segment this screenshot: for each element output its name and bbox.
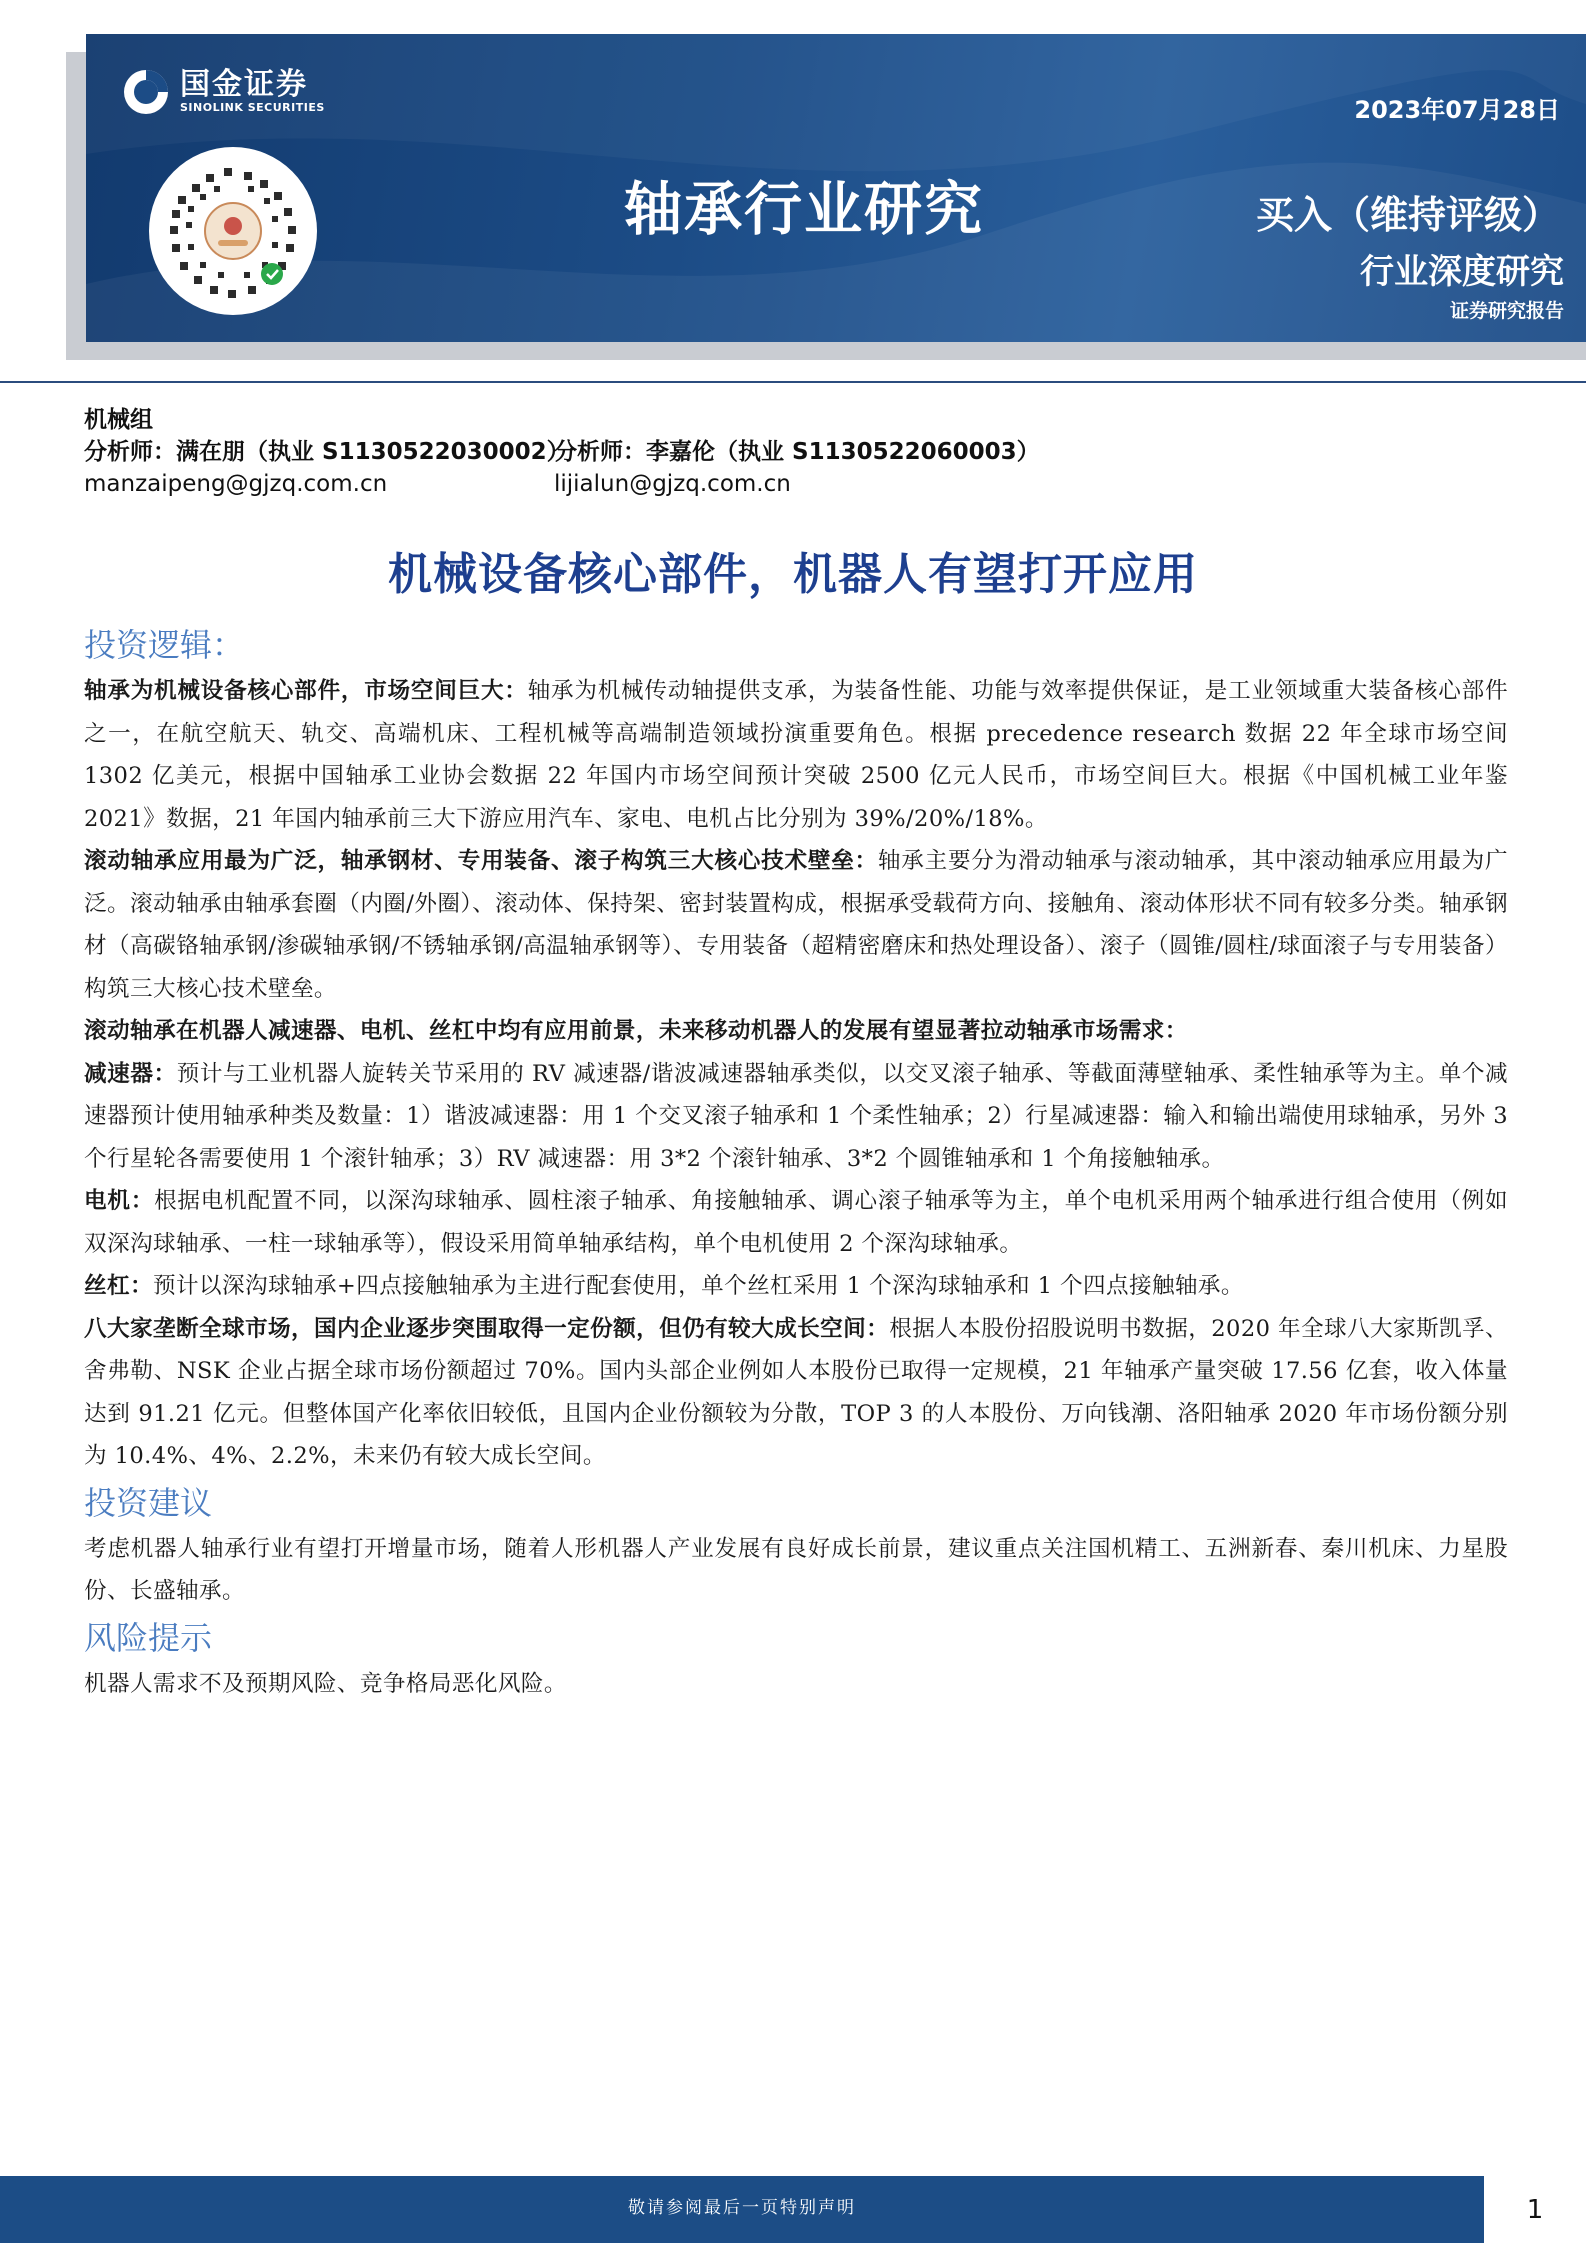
section-heading-advice: 投资建议: [84, 1483, 213, 1522]
paragraph-lead: 电机：: [84, 1188, 155, 1214]
report-body: [84, 620, 1508, 1705]
paragraph-text: 根据人本股份招股说明书数据，2020 年全球八大家斯凯孚、舍弗勒、NSK 企业占据全球市场份额超过 70%。国内头部企业例如人本股份已取得一定规模，21 年轴承产量突破 17.56 亿套，收入体量达到 91.21 亿元。但整体国产化率依旧较低，且国内企业份额较为分散，TOP 3 的人本股份、万向钱潮、洛阳轴承 2020 年市场份额分别为 10.4%、4%、2.2%，未来仍有较大成长空间。: [84, 1315, 1509, 1469]
paragraph-lead: 丝杠：: [84, 1273, 153, 1299]
paragraph-text: 轴承为机械传动轴提供支承，为装备性能、功能与效率提供保证，是工业领域重大装备核心部件之一，在航空航天、轨交、高端机床、工程机械等高端制造领域扮演重要角色。根据 precedence research 数据 22 年全球市场空间 1302 亿美元，根据中国轴承工业协会数据 22 年国内市场空间预计突破 2500 亿元人民币，市场空间巨大。根据《中国机械工业年鉴 2021》数据，21 年国内轴承前三大下游应用汽车、家电、电机占比分别为 39%/20%/18%。: [84, 678, 1508, 832]
section-heading-risk: 风险提示: [84, 1618, 213, 1657]
logo-text-en: SINOLINK SECURITIES: [180, 101, 325, 114]
analyst-row: [84, 436, 1040, 468]
report-label: 证券研究报告: [1449, 300, 1564, 322]
logo-text-cn: 国金证券: [180, 67, 308, 102]
logo-mark-icon: [122, 68, 170, 116]
section-heading-logic: 投资逻辑：: [84, 626, 245, 664]
rating: 买入（维持评级）: [1255, 193, 1560, 237]
paragraph: [84, 1180, 1508, 1265]
company-logo: [122, 68, 325, 116]
header-divider: [0, 381, 1586, 383]
paragraph-lead: 八大家垄断全球市场，国内企业逐步突围取得一定份额，但仍有较大成长空间：: [84, 1315, 890, 1342]
analyst-block: [84, 404, 1040, 500]
analyst-1-name: 分析师：满在朋（执业 S1130522030002）: [84, 439, 570, 465]
email-row: [84, 468, 1040, 500]
paragraph-lead: 滚动轴承在机器人减速器、电机、丝杠中均有应用前景，未来移动机器人的发展有望显著拉动轴承市场需求：: [84, 1018, 1188, 1044]
paragraph-lead: 轴承为机械设备核心部件，市场空间巨大：: [84, 678, 528, 704]
footer-notice: 敬请参阅最后一页特别声明: [628, 2198, 856, 2218]
analyst-2-email[interactable]: lijialun@gjzq.com.cn: [554, 471, 791, 497]
paragraph: [84, 670, 1508, 840]
paragraph: [84, 1010, 1508, 1053]
paragraph: [84, 840, 1508, 1010]
paragraph-text: 根据电机配置不同，以深沟球轴承、圆柱滚子轴承、角接触轴承、调心滚子轴承等为主，单个电机采用两个轴承进行组合使用（例如双深沟球轴承、一柱一球轴承等），假设采用简单轴承结构，单个电机使用 2 个深沟球轴承。: [84, 1188, 1509, 1257]
analyst-1-email[interactable]: manzaipeng@gjzq.com.cn: [84, 471, 388, 497]
paragraph: [84, 1265, 1508, 1308]
paragraph-lead: 减速器：: [84, 1060, 177, 1087]
paragraph: [84, 1053, 1508, 1181]
paragraph-text: 预计以深沟球轴承+四点接触轴承为主进行配套使用，单个丝杠采用 1 个深沟球轴承和 1 个四点接触轴承。: [152, 1273, 1244, 1299]
header-banner: [86, 34, 1586, 342]
paragraph-text: 轴承主要分为滑动轴承与滚动轴承，其中滚动轴承应用最为广泛。滚动轴承由轴承套圈（内圈/外圈）、滚动体、保持架、密封装置构成，根据承受载荷方向、接触角、滚动体形状不同有较多分类。轴承钢材（高碳铬轴承钢/渗碳轴承钢/不锈轴承钢/高温轴承钢等）、专用装备（超精密磨床和热处理设备）、滚子（圆锥/圆柱/球面滚子与专用装备）构筑三大核心技术壁垒。: [84, 848, 1508, 1002]
report-date: 2023年07月28日: [1354, 96, 1560, 124]
group-name: 机械组: [84, 407, 153, 433]
qr-code-icon: [148, 146, 318, 316]
document-title: 机械设备核心部件，机器人有望打开应用: [388, 549, 1198, 600]
report-type: 行业深度研究: [1360, 252, 1564, 292]
paragraph-advice: 考虑机器人轴承行业有望打开增量市场，随着人形机器人产业发展有良好成长前景，建议重点关注国机精工、五洲新春、秦川机床、力星股份、长盛轴承。: [84, 1535, 1508, 1604]
paragraph-text: 预计与工业机器人旋转关节采用的 RV 减速器/谐波减速器轴承类似，以交叉滚子轴承、等截面薄壁轴承、柔性轴承等为主。单个减速器预计使用轴承种类及数量：1）谐波减速器：用 1 个交叉滚子轴承和 1 个柔性轴承；2）行星减速器：输入和输出端使用球轴承，另外 3 个行星轮各需要使用 1 个滚针轴承；3）RV 减速器：用 3*2 个滚针轴承、3*2 个圆锥轴承和 1 个角接触轴承。: [84, 1060, 1508, 1172]
paragraph-risk: 机器人需求不及预期风险、竞争格局恶化风险。: [84, 1670, 567, 1697]
analyst-2-name: 分析师：李嘉伦（执业 S1130522060003）: [554, 439, 1040, 465]
paragraph: [84, 1308, 1508, 1478]
banner-title: 轴承行业研究: [624, 175, 985, 243]
page-number: 1: [1526, 2194, 1544, 2225]
paragraph-lead: 滚动轴承应用最为广泛，轴承钢材、专用装备、滚子构筑三大核心技术壁垒：: [84, 848, 878, 874]
